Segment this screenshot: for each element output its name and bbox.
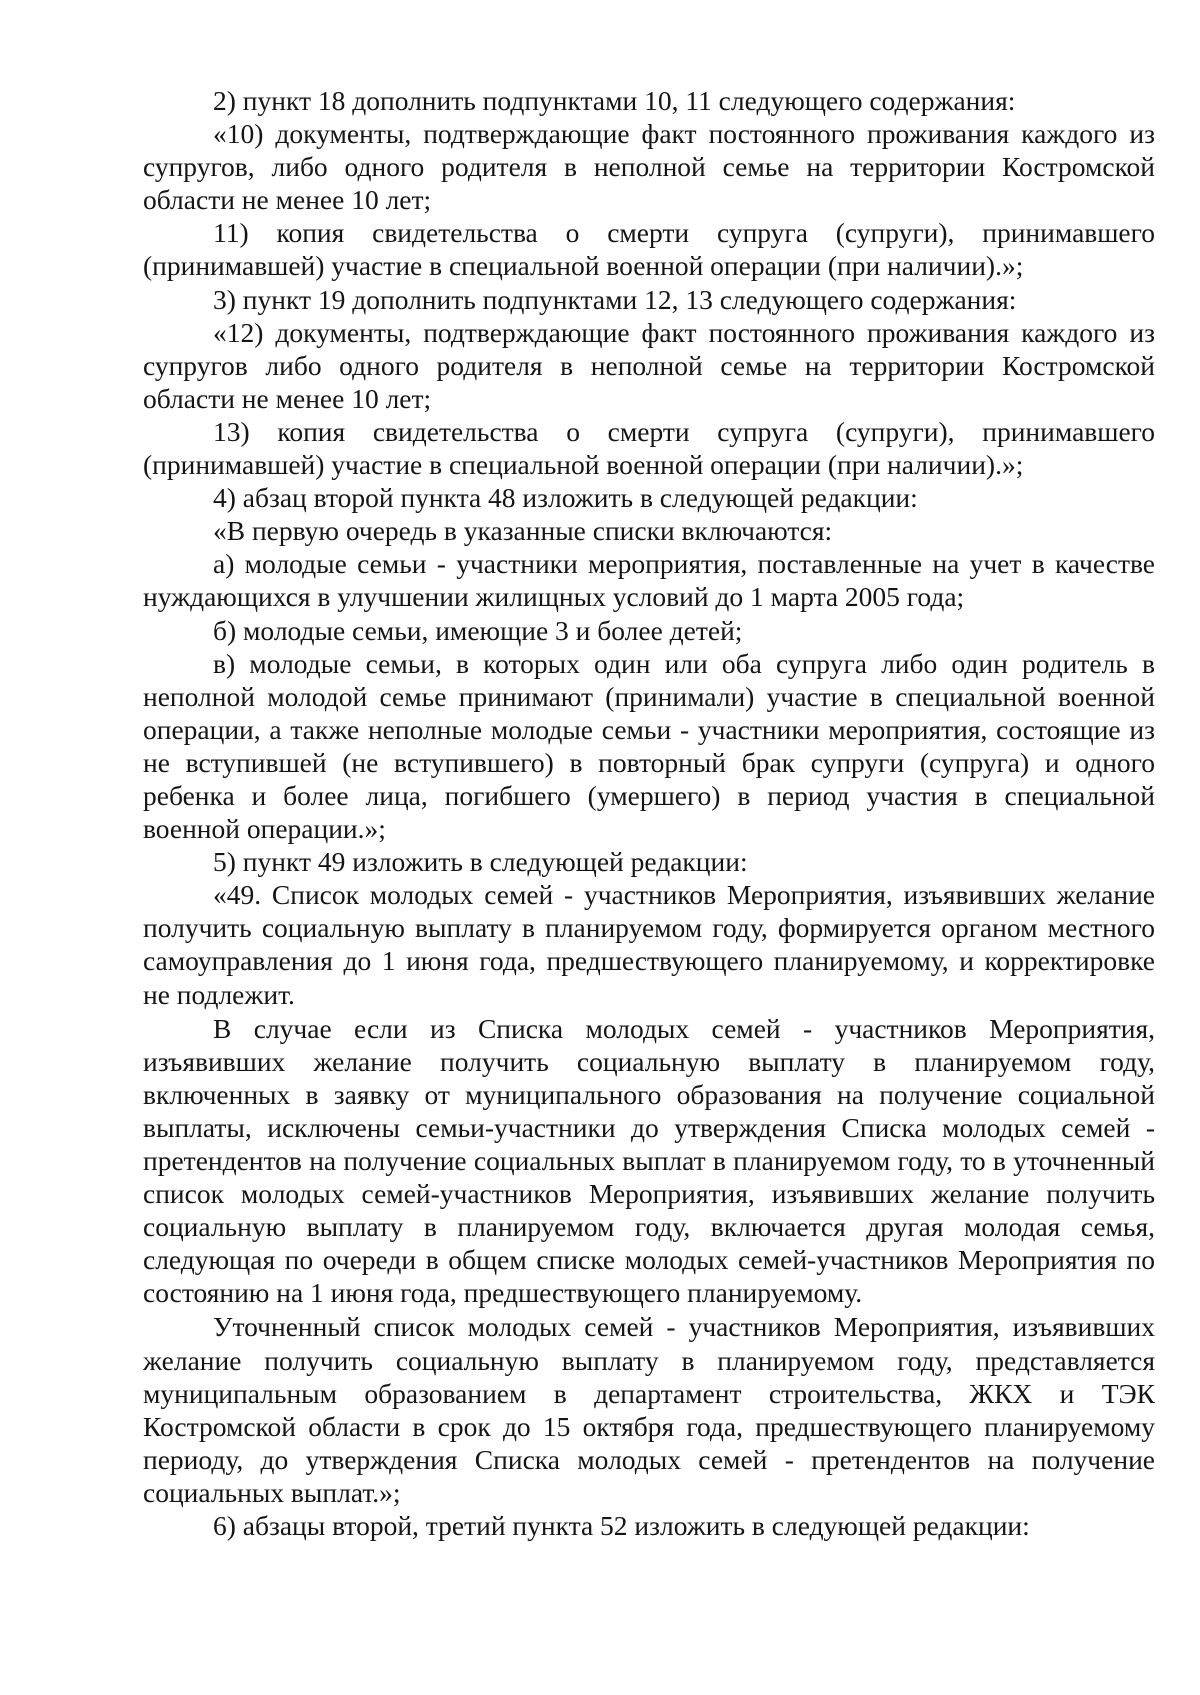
paragraph-priority-b: б) молодые семьи, имеющие 3 и более детей;	[213, 614, 743, 646]
paragraph-refined-list: Уточненный список молодых семей - участников Мероприятия, изъявивших желание получить социальную выплату в планируемом году, представляется муниципальным образованием в департамент строительства, ЖКХ и ТЭК Костромской области в срок до 15 октября года, предшествующего планируемому периоду, до утверждения Списка молодых семей - претендентов на получение социальных выплат.»;	[143, 1311, 1155, 1508]
paragraph-subitem-10: «10) документы, подтверждающие факт постоянного проживания каждого из супругов, либо одного родителя в неполной семье на территории Костромской области не менее 10 лет;	[143, 118, 1155, 216]
paragraph-subitem-12: «12) документы, подтверждающие факт постоянного проживания каждого из супругов либо одного родителя в неполной семье на территории Костромской области не менее 10 лет;	[143, 316, 1155, 414]
paragraph-exclusion-case: В случае если из Списка молодых семей - участников Мероприятия, изъявивших желание получить социальную выплату в планируемом году, включенных в заявку от муниципального образования на получение социальной выплаты, исключены семьи-участники до утверждения Списка молодых семей - претендентов на получение социальных выплат в планируемом году, то в уточненный список молодых семей-участников Мероприятия, изъявивших желание получить социальную выплату в планируемом году, включается другая молодая семья, следующая по очереди в общем списке молодых семей-участников Мероприятия по состоянию на 1 июня года, предшествующего планируемому.	[143, 1012, 1155, 1309]
paragraph-item-5: 5) пункт 49 изложить в следующей редакции:	[213, 846, 748, 878]
paragraph-item-3: 3) пункт 19 дополнить подпунктами 12, 13 следующего содержания:	[213, 283, 1017, 315]
paragraph-item-6: 6) абзацы второй, третий пункта 52 изложить в следующей редакции:	[213, 1510, 1030, 1542]
paragraph-priority-v: в) молодые семьи, в которых один или оба супруга либо один родитель в неполной молодой семье принимают (принимали) участие в специальной военной операции, а также неполные молодые семьи - участники мероприятия, состоящие из не вступившей (не вступившего) в повторный брак супруги (супруга) и одного ребенка и более лица, погибшего (умершего) в период участия в специальной военной операции.»;	[143, 647, 1155, 845]
paragraph-priority-a: а) молодые семьи - участники мероприятия, поставленные на учет в качестве нуждающихся в улучшении жилищных условий до 1 марта 2005 года;	[143, 548, 1155, 613]
paragraph-subitem-13: 13) копия свидетельства о смерти супруга (супруги), принимавшего (принимавшей) участие в специальной военной операции (при наличии).»;	[143, 415, 1155, 481]
paragraph-item-4: 4) абзац второй пункта 48 изложить в следующей редакции:	[213, 482, 918, 514]
document-body	[143, 84, 1155, 1542]
paragraph-priority-intro: «В первую очередь в указанные списки включаются:	[213, 515, 833, 547]
paragraph-item-2: 2) пункт 18 дополнить подпунктами 10, 11 следующего содержания:	[213, 85, 1016, 116]
paragraph-subitem-11: 11) копия свидетельства о смерти супруга (супруги), принимавшего (принимавшей) участие в специальной военной операции (при наличии).»;	[143, 217, 1155, 282]
paragraph-clause-49: «49. Список молодых семей - участников Мероприятия, изъявивших желание получить социальную выплату в планируемом году, формируется органом местного самоуправления до 1 июня года, предшествующего планируемому, и корректировке не подлежит.	[143, 879, 1155, 1010]
